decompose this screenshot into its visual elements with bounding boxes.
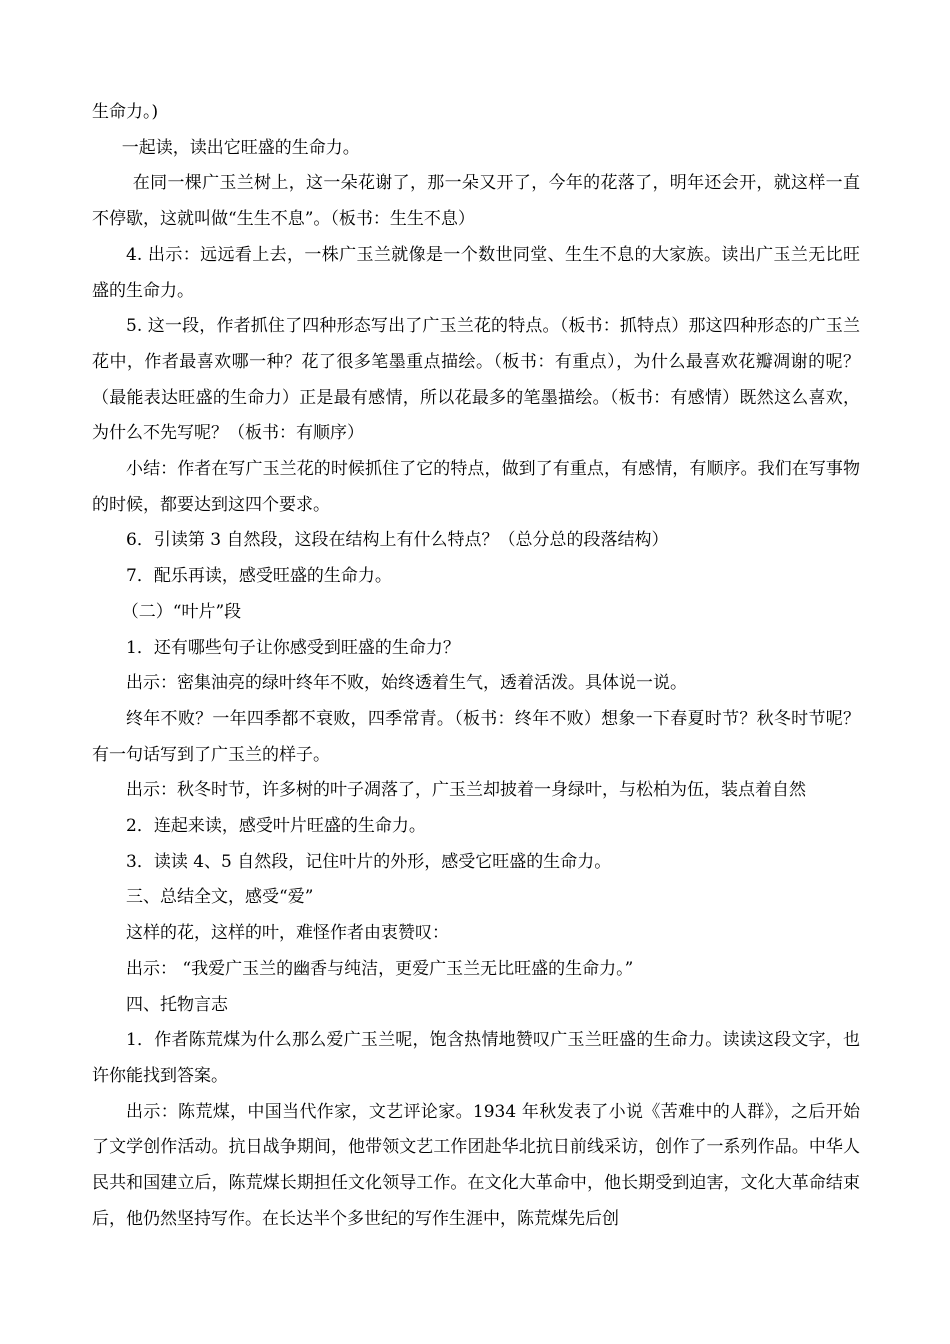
paragraph-15: 1．作者陈荒煤为什么那么爱广玉兰呢，饱含热情地赞叹广玉兰旺盛的生命力。读读这段文字，也许你能找到答案。 xyxy=(92,1030,860,1086)
paragraph-1: 生命力。) xyxy=(92,102,159,122)
paragraph-quote: 出示： “我爱广玉兰的幽香与纯洁，更爱广玉兰无比旺盛的生命力。” xyxy=(126,958,634,979)
section-heading-summary: 三、总结全文，感受“爱” xyxy=(126,887,314,908)
paragraph-8: 1．还有哪些句子让你感受到旺盛的生命力？ xyxy=(126,637,460,658)
paragraph-14: 这样的花，这样的叶，难怪作者由衷赞叹： xyxy=(126,923,449,944)
section-heading-leaves: （二）“叶片”段 xyxy=(121,601,242,622)
paragraph-12: 2．连起来读，感受叶片旺盛的生命力。 xyxy=(126,816,426,837)
document-body xyxy=(92,95,860,1238)
paragraph-4: 4. 出示：远远看上去，一株广玉兰就像是一个数世同堂、生生不息的大家族。读出广玉兰无比旺盛的生命力。 xyxy=(92,244,860,301)
section-heading-ambition: 四、托物言志 xyxy=(126,994,228,1015)
paragraph-summary: 小结：作者在写广玉兰花的时候抓住了它的特点，做到了有重点，有感情，有顺序。我们在写事物的时候，都要达到这四个要求。 xyxy=(92,459,860,515)
paragraph-2: 一起读，读出它旺盛的生命力。 xyxy=(121,137,360,158)
paragraph-5: 5. 这一段，作者抓住了四种形态写出了广玉兰花的特点。（板书：抓特点）那这四种形态的广玉兰花中，作者最喜欢哪一种？花了很多笔墨重点描绘。（板书：有重点），为什么最喜欢花瓣凋谢的呢？（最能表达旺盛的生命力）正是最有感情，所以花最多的笔墨描绘。（板书：有感情）既然这么喜欢，为什么不先写呢？（板书：有顺序） xyxy=(92,316,860,444)
paragraph-author-bio: 出示：陈荒煤，中国当代作家，文艺评论家。1934 年秋发表了小说《苦难中的人群》，之后开始了文学创作活动。抗日战争期间，他带领文艺工作团赴华北抗日前线采访，创作了一系列作品。中华人民共和国建立后，陈荒煤长期担任文化领导工作。在文化大革命中，他长期受到迫害，文化大革命结束后，他仍然坚持写作。在长达半个多世纪的写作生涯中，陈荒煤先后创 xyxy=(92,1101,860,1229)
paragraph-6: 6．引读第 3 自然段，这段在结构上有什么特点？（总分总的段落结构） xyxy=(126,530,669,551)
paragraph-7: 7．配乐再读，感受旺盛的生命力。 xyxy=(126,566,392,587)
paragraph-3: 在同一棵广玉兰树上，这一朵花谢了，那一朵又开了，今年的花落了，明年还会开，就这样一直不停歇，这就叫做“生生不息”。（板书：生生不息） xyxy=(92,173,860,230)
paragraph-13: 3．读读 4、5 自然段，记住叶片的外形，感受它旺盛的生命力。 xyxy=(126,851,612,872)
paragraph-10: 终年不败？一年四季都不衰败，四季常青。（板书：终年不败）想象一下春夏时节？秋冬时节呢？有一句话写到了广玉兰的样子。 xyxy=(92,708,860,765)
paragraph-9: 出示：密集油亮的绿叶终年不败，始终透着生气，透着活泼。具体说一说。 xyxy=(126,673,687,694)
paragraph-11: 出示：秋冬时节，许多树的叶子凋落了，广玉兰却披着一身绿叶，与松柏为伍，装点着自然 xyxy=(126,780,806,801)
